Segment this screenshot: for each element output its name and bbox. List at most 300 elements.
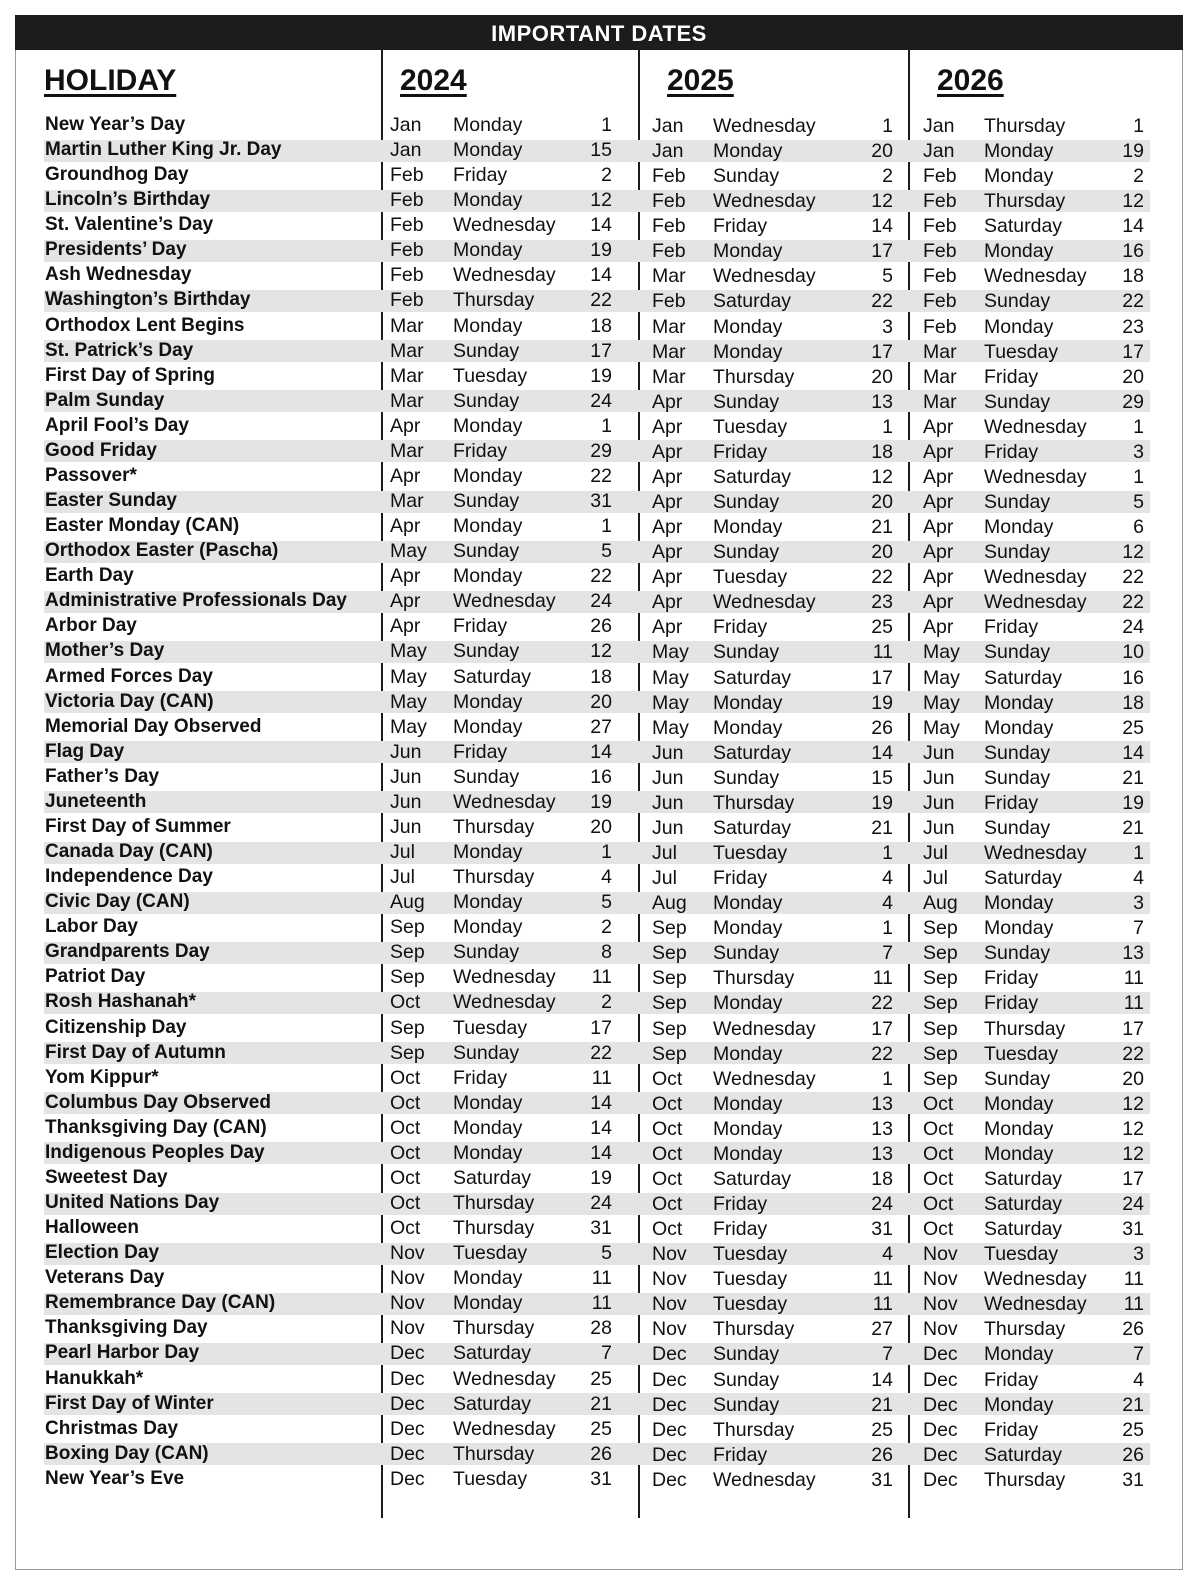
holiday-name: First Day of Autumn	[45, 1041, 226, 1063]
date-day: 4	[1133, 867, 1144, 890]
date-weekday: Wednesday	[713, 591, 816, 614]
page-title: IMPORTANT DATES	[15, 15, 1183, 50]
date-day: 12	[1122, 190, 1144, 213]
date-day: 26	[1122, 1318, 1144, 1341]
date-weekday: Thursday	[453, 1442, 535, 1465]
date-month: Apr	[390, 615, 421, 638]
date-day: 18	[1122, 265, 1144, 288]
date-weekday: Saturday	[713, 290, 792, 313]
holiday-name: Columbus Day Observed	[45, 1091, 271, 1113]
date-day: 17	[1122, 1167, 1144, 1190]
date-weekday: Monday	[713, 992, 783, 1015]
date-month: Mar	[652, 340, 686, 363]
date-day: 22	[590, 1041, 612, 1064]
date-day: 14	[590, 740, 612, 763]
date-day: 2	[601, 164, 612, 187]
date-weekday: Friday	[984, 1418, 1039, 1441]
date-month: May	[923, 641, 960, 664]
date-month: Jul	[652, 867, 677, 890]
date-day: 16	[1122, 666, 1144, 689]
date-weekday: Thursday	[453, 866, 535, 889]
date-month: Sep	[923, 967, 958, 990]
date-month: Sep	[923, 992, 958, 1015]
date-month: Dec	[652, 1468, 687, 1491]
date-day: 13	[871, 1117, 893, 1140]
holiday-name: Canada Day (CAN)	[45, 841, 213, 863]
date-month: May	[923, 691, 960, 714]
holiday-name: Passover*	[45, 464, 137, 486]
date-month: Feb	[652, 240, 686, 263]
date-month: Mar	[390, 314, 424, 337]
date-weekday: Monday	[984, 917, 1054, 940]
date-day: 3	[882, 315, 893, 338]
date-day: 25	[1122, 716, 1144, 739]
date-day: 29	[1122, 390, 1144, 413]
date-day: 22	[1122, 566, 1144, 589]
date-month: Mar	[390, 339, 424, 362]
date-day: 14	[590, 1116, 612, 1139]
date-weekday: Wednesday	[984, 591, 1087, 614]
date-weekday: Tuesday	[713, 566, 788, 589]
date-month: Oct	[923, 1142, 954, 1165]
date-month: Nov	[923, 1243, 958, 1266]
date-month: Jun	[390, 815, 422, 838]
date-weekday: Monday	[984, 716, 1054, 739]
date-weekday: Saturday	[713, 816, 792, 839]
date-day: 25	[590, 1367, 612, 1390]
date-day: 19	[871, 691, 893, 714]
date-weekday: Wednesday	[713, 1067, 816, 1090]
holiday-name: Easter Monday (CAN)	[45, 515, 240, 537]
date-weekday: Monday	[713, 892, 783, 915]
date-day: 17	[590, 339, 612, 362]
date-weekday: Saturday	[984, 1193, 1063, 1215]
date-day: 21	[1122, 766, 1144, 789]
holiday-name: Memorial Day Observed	[45, 715, 262, 737]
date-weekday: Monday	[984, 1343, 1054, 1366]
date-month: Feb	[390, 164, 424, 187]
date-weekday: Monday	[453, 139, 523, 162]
date-weekday: Friday	[713, 215, 768, 238]
date-day: 21	[1122, 1393, 1144, 1416]
date-weekday: Friday	[984, 365, 1039, 388]
date-month: Dec	[390, 1417, 425, 1440]
holiday-name: Martin Luther King Jr. Day	[45, 139, 282, 161]
date-month: Nov	[390, 1292, 425, 1315]
date-day: 5	[882, 265, 893, 288]
date-weekday: Sunday	[984, 816, 1051, 839]
date-day: 19	[590, 239, 612, 262]
holiday-name: Boxing Day (CAN)	[45, 1442, 209, 1464]
date-weekday: Thursday	[453, 1317, 535, 1340]
date-month: Oct	[390, 1091, 421, 1114]
date-day: 25	[1122, 1418, 1144, 1441]
date-day: 14	[871, 1368, 893, 1391]
holiday-name: Yom Kippur*	[45, 1066, 159, 1088]
date-weekday: Tuesday	[713, 415, 788, 438]
date-month: Feb	[390, 239, 424, 262]
date-day: 14	[871, 215, 893, 238]
holiday-name: United Nations Day	[45, 1192, 220, 1213]
date-weekday: Tuesday	[453, 1467, 528, 1490]
date-day: 20	[871, 140, 893, 163]
holiday-name: Election Day	[45, 1242, 160, 1264]
date-day: 31	[1122, 1468, 1144, 1491]
date-day: 4	[882, 1243, 893, 1266]
date-day: 2	[601, 916, 612, 939]
date-month: Mar	[923, 365, 957, 388]
date-month: May	[390, 665, 427, 688]
date-day: 17	[1122, 340, 1144, 363]
date-weekday: Monday	[713, 1042, 783, 1065]
date-month: Dec	[390, 1367, 425, 1390]
date-day: 26	[590, 1442, 612, 1465]
holiday-name: Juneteenth	[45, 790, 147, 812]
holiday-name: Orthodox Lent Begins	[45, 314, 245, 336]
holiday-name: Labor Day	[45, 916, 138, 938]
date-month: Mar	[390, 439, 424, 462]
date-weekday: Monday	[713, 240, 783, 263]
date-weekday: Monday	[453, 1091, 523, 1114]
date-weekday: Wednesday	[453, 264, 556, 287]
date-day: 20	[590, 815, 612, 838]
date-month: Apr	[923, 566, 954, 589]
date-weekday: Monday	[713, 516, 783, 539]
date-weekday: Monday	[453, 239, 523, 262]
date-month: May	[652, 666, 689, 689]
date-day: 5	[601, 540, 612, 563]
date-weekday: Monday	[713, 691, 783, 714]
holiday-name: Civic Day (CAN)	[45, 891, 190, 913]
date-month: Nov	[390, 1242, 425, 1265]
date-weekday: Monday	[984, 1142, 1054, 1165]
date-month: Jun	[923, 816, 955, 839]
date-weekday: Thursday	[984, 1468, 1066, 1491]
date-month: Oct	[923, 1218, 954, 1241]
date-month: Sep	[652, 967, 687, 990]
date-weekday: Thursday	[984, 190, 1066, 213]
date-day: 22	[871, 566, 893, 589]
date-weekday: Saturday	[453, 1392, 532, 1415]
date-day: 11	[591, 1066, 612, 1089]
date-month: Jan	[390, 139, 422, 162]
holiday-name: Veterans Day	[45, 1267, 165, 1289]
date-weekday: Sunday	[453, 339, 520, 362]
date-weekday: Saturday	[984, 1443, 1063, 1466]
date-month: Nov	[652, 1268, 687, 1291]
date-day: 1	[882, 1067, 893, 1090]
date-weekday: Sunday	[713, 766, 780, 789]
date-month: May	[390, 715, 427, 738]
date-month: Sep	[652, 917, 687, 940]
date-day: 21	[590, 1392, 612, 1415]
date-month: Dec	[923, 1368, 958, 1391]
date-month: Mar	[923, 340, 957, 363]
date-weekday: Monday	[453, 189, 523, 212]
date-day: 20	[1122, 1067, 1144, 1090]
date-month: Jul	[923, 867, 948, 890]
date-month: Oct	[390, 991, 421, 1014]
date-month: Oct	[923, 1167, 954, 1190]
date-weekday: Thursday	[713, 791, 795, 814]
date-weekday: Wednesday	[984, 415, 1087, 438]
date-weekday: Monday	[453, 1116, 523, 1139]
date-month: Feb	[923, 290, 957, 313]
date-day: 26	[1122, 1443, 1144, 1466]
date-weekday: Monday	[453, 515, 523, 538]
date-weekday: Sunday	[984, 942, 1051, 965]
date-weekday: Monday	[984, 1092, 1054, 1115]
date-month: Oct	[652, 1067, 683, 1090]
date-day: 14	[590, 1141, 612, 1164]
date-month: Oct	[652, 1092, 683, 1115]
date-day: 13	[1122, 942, 1144, 965]
date-month: Apr	[923, 465, 954, 488]
date-month: May	[390, 690, 427, 713]
date-day: 25	[871, 616, 893, 639]
date-weekday: Friday	[984, 967, 1039, 990]
date-weekday: Thursday	[453, 815, 535, 838]
date-day: 7	[1133, 917, 1144, 940]
date-weekday: Wednesday	[984, 265, 1087, 288]
date-day: 1	[1133, 115, 1144, 137]
date-day: 31	[590, 1217, 612, 1240]
date-day: 1	[882, 917, 893, 940]
date-weekday: Sunday	[453, 540, 520, 563]
date-day: 3	[1133, 440, 1144, 463]
date-day: 21	[871, 516, 893, 539]
date-weekday: Sunday	[713, 165, 780, 188]
date-month: Feb	[923, 265, 957, 288]
date-weekday: Saturday	[453, 1166, 532, 1189]
date-day: 4	[882, 892, 893, 915]
date-month: Apr	[390, 414, 421, 437]
year-header-2025: 2025	[667, 64, 734, 97]
date-weekday: Monday	[453, 891, 523, 914]
date-month: Sep	[923, 917, 958, 940]
date-day: 18	[871, 440, 893, 463]
date-month: Sep	[390, 916, 425, 939]
date-weekday: Tuesday	[984, 1042, 1059, 1065]
date-day: 7	[882, 942, 893, 965]
date-month: Feb	[652, 165, 686, 188]
date-weekday: Sunday	[453, 765, 520, 788]
date-month: Apr	[923, 516, 954, 539]
date-day: 2	[601, 991, 612, 1014]
date-day: 22	[871, 992, 893, 1015]
date-weekday: Thursday	[453, 1192, 535, 1214]
date-month: Oct	[390, 1141, 421, 1164]
date-day: 21	[1122, 816, 1144, 839]
date-day: 11	[872, 1268, 893, 1291]
holiday-name: Arbor Day	[45, 615, 137, 637]
holiday-name: Palm Sunday	[45, 389, 165, 411]
holiday-name: First Day of Summer	[45, 815, 231, 837]
date-day: 11	[1123, 1293, 1144, 1316]
date-weekday: Saturday	[984, 215, 1063, 238]
date-day: 31	[1122, 1218, 1144, 1241]
date-day: 14	[590, 214, 612, 237]
date-day: 19	[1122, 140, 1144, 163]
holiday-name: Groundhog Day	[45, 164, 189, 186]
date-day: 24	[590, 1192, 612, 1214]
date-weekday: Monday	[713, 917, 783, 940]
date-day: 29	[590, 439, 612, 462]
date-weekday: Sunday	[453, 490, 520, 513]
holiday-name: St. Valentine’s Day	[45, 214, 214, 236]
date-month: Apr	[652, 591, 683, 614]
date-weekday: Sunday	[984, 641, 1051, 664]
date-day: 3	[1133, 1243, 1144, 1266]
date-weekday: Monday	[453, 565, 523, 588]
date-weekday: Monday	[713, 1117, 783, 1140]
date-month: Sep	[652, 1017, 687, 1040]
date-month: Jan	[390, 114, 422, 136]
date-day: 27	[590, 715, 612, 738]
date-day: 24	[1122, 616, 1144, 639]
date-month: May	[652, 716, 689, 739]
date-month: Sep	[652, 1042, 687, 1065]
date-weekday: Friday	[453, 164, 508, 187]
date-day: 12	[590, 189, 612, 212]
date-weekday: Friday	[984, 791, 1039, 814]
date-weekday: Friday	[984, 440, 1039, 463]
date-month: May	[652, 691, 689, 714]
date-day: 14	[590, 264, 612, 287]
date-day: 4	[882, 867, 893, 890]
date-day: 20	[871, 365, 893, 388]
date-day: 18	[871, 1167, 893, 1190]
date-weekday: Thursday	[713, 1318, 795, 1341]
date-weekday: Thursday	[713, 967, 795, 990]
date-weekday: Monday	[984, 1117, 1054, 1140]
date-day: 19	[1122, 791, 1144, 814]
date-month: Dec	[652, 1368, 687, 1391]
date-weekday: Tuesday	[713, 842, 788, 865]
date-weekday: Wednesday	[713, 265, 816, 288]
date-month: Jul	[923, 842, 948, 865]
date-weekday: Wednesday	[984, 566, 1087, 589]
date-month: Dec	[923, 1443, 958, 1466]
date-weekday: Monday	[453, 414, 523, 437]
date-day: 7	[882, 1343, 893, 1366]
date-month: Apr	[923, 591, 954, 614]
date-weekday: Wednesday	[984, 465, 1087, 488]
date-weekday: Tuesday	[713, 1243, 788, 1266]
date-day: 25	[590, 1417, 612, 1440]
date-month: Jul	[390, 841, 415, 864]
date-month: Dec	[390, 1342, 425, 1365]
date-weekday: Sunday	[984, 766, 1051, 789]
date-month: Feb	[923, 165, 957, 188]
date-weekday: Thursday	[453, 1217, 535, 1240]
date-weekday: Saturday	[713, 666, 792, 689]
date-weekday: Sunday	[713, 942, 780, 965]
date-day: 1	[1133, 465, 1144, 488]
date-weekday: Saturday	[984, 666, 1063, 689]
date-day: 22	[1122, 1042, 1144, 1065]
date-weekday: Tuesday	[453, 1016, 528, 1039]
date-month: Dec	[390, 1442, 425, 1465]
date-weekday: Saturday	[713, 465, 792, 488]
date-month: Oct	[923, 1117, 954, 1140]
date-weekday: Monday	[713, 340, 783, 363]
date-weekday: Wednesday	[453, 991, 556, 1014]
date-month: Jun	[390, 740, 422, 763]
date-weekday: Wednesday	[713, 1468, 816, 1491]
date-day: 4	[1133, 1368, 1144, 1391]
date-weekday: Monday	[984, 516, 1054, 539]
date-day: 22	[1122, 591, 1144, 614]
date-day: 11	[591, 1267, 612, 1290]
date-weekday: Tuesday	[984, 1243, 1059, 1266]
date-month: Oct	[652, 1117, 683, 1140]
date-weekday: Monday	[453, 1141, 523, 1164]
date-weekday: Friday	[713, 616, 768, 639]
date-day: 12	[1122, 1117, 1144, 1140]
date-weekday: Monday	[984, 691, 1054, 714]
date-day: 15	[590, 139, 612, 162]
date-month: Apr	[923, 440, 954, 463]
date-day: 1	[882, 415, 893, 438]
date-month: Sep	[923, 1017, 958, 1040]
date-weekday: Saturday	[713, 741, 792, 764]
date-month: May	[390, 640, 427, 663]
date-month: Feb	[390, 214, 424, 237]
date-day: 11	[1123, 1268, 1144, 1291]
date-weekday: Sunday	[713, 1368, 780, 1391]
date-day: 5	[601, 891, 612, 914]
date-month: Apr	[390, 464, 421, 487]
date-weekday: Monday	[984, 892, 1054, 915]
date-weekday: Monday	[984, 240, 1054, 263]
date-month: Sep	[923, 1067, 958, 1090]
date-weekday: Monday	[453, 916, 523, 939]
date-month: Sep	[390, 1041, 425, 1064]
date-month: Mar	[652, 265, 686, 288]
date-day: 17	[871, 340, 893, 363]
holiday-name: New Year’s Eve	[45, 1467, 185, 1489]
date-weekday: Monday	[713, 1142, 783, 1165]
date-day: 1	[601, 841, 612, 864]
date-weekday: Wednesday	[984, 1293, 1087, 1316]
date-day: 16	[590, 765, 612, 788]
date-day: 13	[871, 1142, 893, 1165]
holiday-name: Independence Day	[45, 866, 213, 888]
date-month: Feb	[390, 289, 424, 312]
date-day: 11	[1123, 992, 1144, 1015]
date-month: Dec	[652, 1393, 687, 1416]
date-weekday: Sunday	[984, 541, 1051, 564]
date-month: Nov	[923, 1318, 958, 1341]
date-month: Dec	[923, 1343, 958, 1366]
date-month: Mar	[652, 365, 686, 388]
date-weekday: Sunday	[713, 541, 780, 564]
date-day: 14	[871, 741, 893, 764]
date-month: Apr	[390, 590, 421, 613]
date-weekday: Thursday	[453, 289, 535, 312]
holiday-name: Orthodox Easter (Pascha)	[45, 540, 279, 562]
date-weekday: Monday	[453, 1292, 523, 1315]
date-month: Apr	[652, 491, 683, 514]
date-day: 17	[1122, 1017, 1144, 1040]
date-day: 26	[590, 615, 612, 638]
date-weekday: Monday	[713, 140, 783, 163]
date-month: Apr	[652, 566, 683, 589]
holiday-name: Remembrance Day (CAN)	[45, 1292, 276, 1314]
date-weekday: Sunday	[984, 741, 1051, 764]
date-day: 22	[590, 464, 612, 487]
